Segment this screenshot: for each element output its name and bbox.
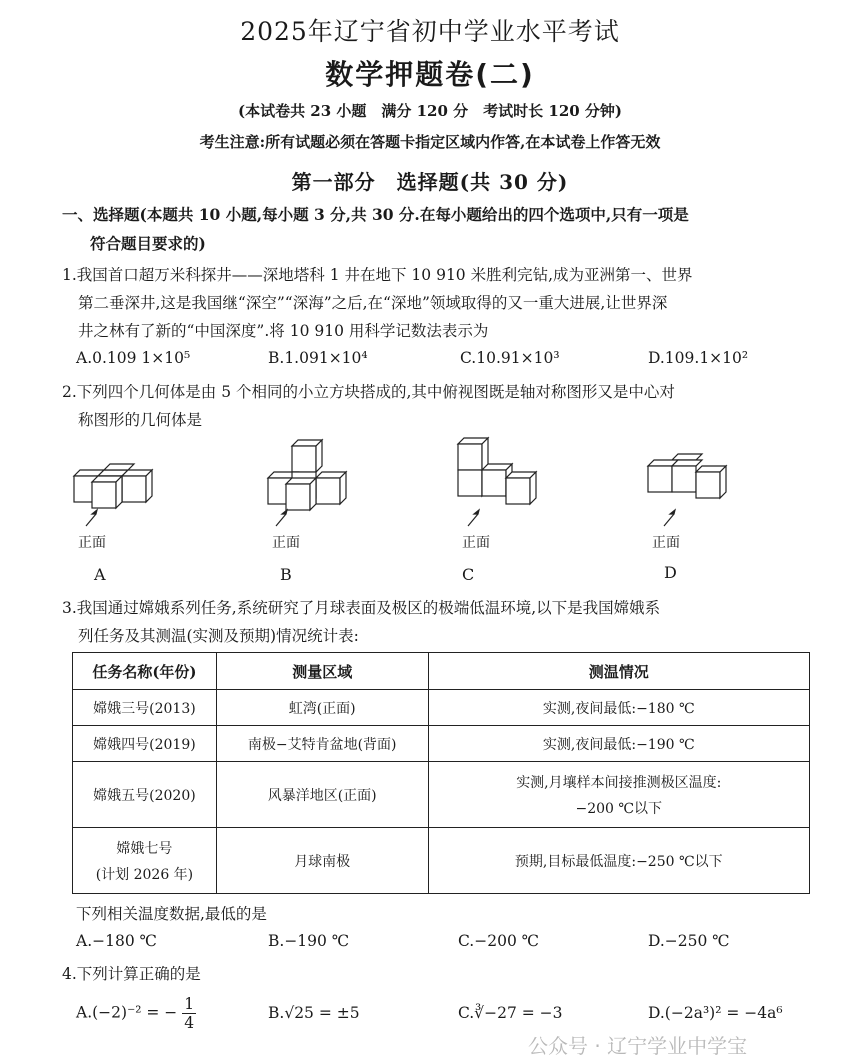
cell-temperature-line1: 实测,月壤样本间接推测极区温度: [516,774,722,791]
q1-line3: 井之林有了新的“中国深度”.将 10 910 用科学记数法表示为 [78,322,489,340]
q1-option-b[interactable]: B.1.091×10⁴ [268,349,368,367]
solid-figure-b[interactable] [262,432,372,528]
q3-option-c[interactable]: C.−200 ℃ [458,932,540,950]
section-intro-line1: 一、选择题(本题共 10 小题,每小题 3 分,共 30 分.在每小题给出的四个选项中,只有一项是 [62,205,689,224]
q4-option-d[interactable]: D.(−2a³)² = −4a⁶ [648,1004,783,1022]
solid-figure-d[interactable] [642,446,752,528]
q4-option-c[interactable]: C.∛−27 = −3 [458,1004,563,1022]
solid-figure-a[interactable] [70,448,170,528]
front-label-d: 正面 [652,535,680,551]
cell-temperature: 实测,夜间最低:−190 ℃ [428,726,809,762]
figure-letter-a: A [94,565,106,584]
q4-option-a[interactable] [76,995,196,1032]
q3-option-b[interactable]: B.−190 ℃ [268,932,350,950]
q3-line2: 列任务及其测温(实测及预期)情况统计表: [78,627,359,645]
cell-temperature: 预期,目标最低温度:−250 ℃以下 [428,828,809,894]
candidate-notice: 考生注意:所有试题必须在答题卡指定区域内作答,在本试卷上作答无效 [199,133,661,151]
cell-mission: 嫦娥五号(2020) [73,762,217,828]
cell-area: 南极−艾特肯盆地(背面) [216,726,428,762]
q1-option-c[interactable]: C.10.91×10³ [460,349,560,367]
table-row [73,828,810,894]
q2-line1: 2.下列四个几何体是由 5 个相同的小立方块搭成的,其中俯视图既是轴对称图形又是中心对 [62,383,675,401]
q3-question: 下列相关温度数据,最低的是 [76,905,267,923]
table-header-row [73,653,810,690]
cell-mission [73,828,217,894]
fraction-numerator: 1 [184,995,195,1013]
front-label-c: 正面 [462,535,490,551]
q4-option-a-prefix: A.(−2)⁻² = − [76,1003,178,1022]
cell-mission: 嫦娥三号(2013) [73,690,217,726]
q4-option-b[interactable]: B.√25 = ±5 [268,1004,360,1022]
part-heading: 第一部分 选择题(共 30 分) [291,170,569,194]
exam-info: (本试卷共 23 小题 满分 120 分 考试时长 120 分钟) [237,102,623,120]
q1-option-d[interactable]: D.109.1×10² [648,349,749,367]
cell-area: 风暴洋地区(正面) [216,762,428,828]
figure-letter-b: B [280,565,292,584]
fraction [182,995,196,1032]
q1-option-a[interactable]: A.0.109 1×10⁵ [76,349,191,367]
table-row [73,726,810,762]
q2-line2: 称图形的几何体是 [78,411,203,429]
col-header-temperature: 测温情况 [428,653,809,690]
col-header-mission: 任务名称(年份) [73,653,217,690]
q3-line1: 3.我国通过嫦娥系列任务,系统研究了月球表面及极区的极端低温环境,以下是我国嫦娥系 [62,599,661,617]
paper-title: 数学押题卷(二) [325,58,535,91]
figure-letter-c: C [462,565,475,584]
figure-letter-d: D [664,563,677,582]
cell-temperature [428,762,809,828]
cell-temperature: 实测,夜间最低:−180 ℃ [428,690,809,726]
q1-line1: 1.我国首口超万米科探井——深地塔科 1 井在地下 10 910 米胜利完钻,成为亚洲第一、世界 [62,266,693,284]
q3-option-a[interactable]: A.−180 ℃ [76,932,157,950]
exam-title: 2025年辽宁省初中学业水平考试 [240,17,620,46]
q3-option-d[interactable]: D.−250 ℃ [648,932,730,950]
col-header-area: 测量区域 [216,653,428,690]
section-intro-line2: 符合题目要求的) [90,234,206,253]
q4-line1: 4.下列计算正确的是 [62,965,201,983]
cell-temperature-line2: −200 ℃以下 [575,800,663,817]
chang-e-temperature-table [72,652,810,894]
cell-area: 虹湾(正面) [216,690,428,726]
cell-area: 月球南极 [216,828,428,894]
solid-figure-c[interactable] [452,432,562,528]
watermark: 公众号 · 辽宁学业中学宝 [528,1034,748,1058]
front-label-a: 正面 [78,535,106,551]
q1-line2: 第二垂深井,这是我国继“深空”“深海”之后,在“深地”领域取得的又一重大进展,让世界深 [78,294,668,312]
cell-mission: 嫦娥四号(2019) [73,726,217,762]
fraction-denominator: 4 [184,1014,195,1032]
cell-mission-line1: 嫦娥七号 [116,840,173,857]
cell-mission-line2: (计划 2026 年) [95,866,194,883]
table-row [73,762,810,828]
front-label-b: 正面 [272,535,300,551]
table-row [73,690,810,726]
